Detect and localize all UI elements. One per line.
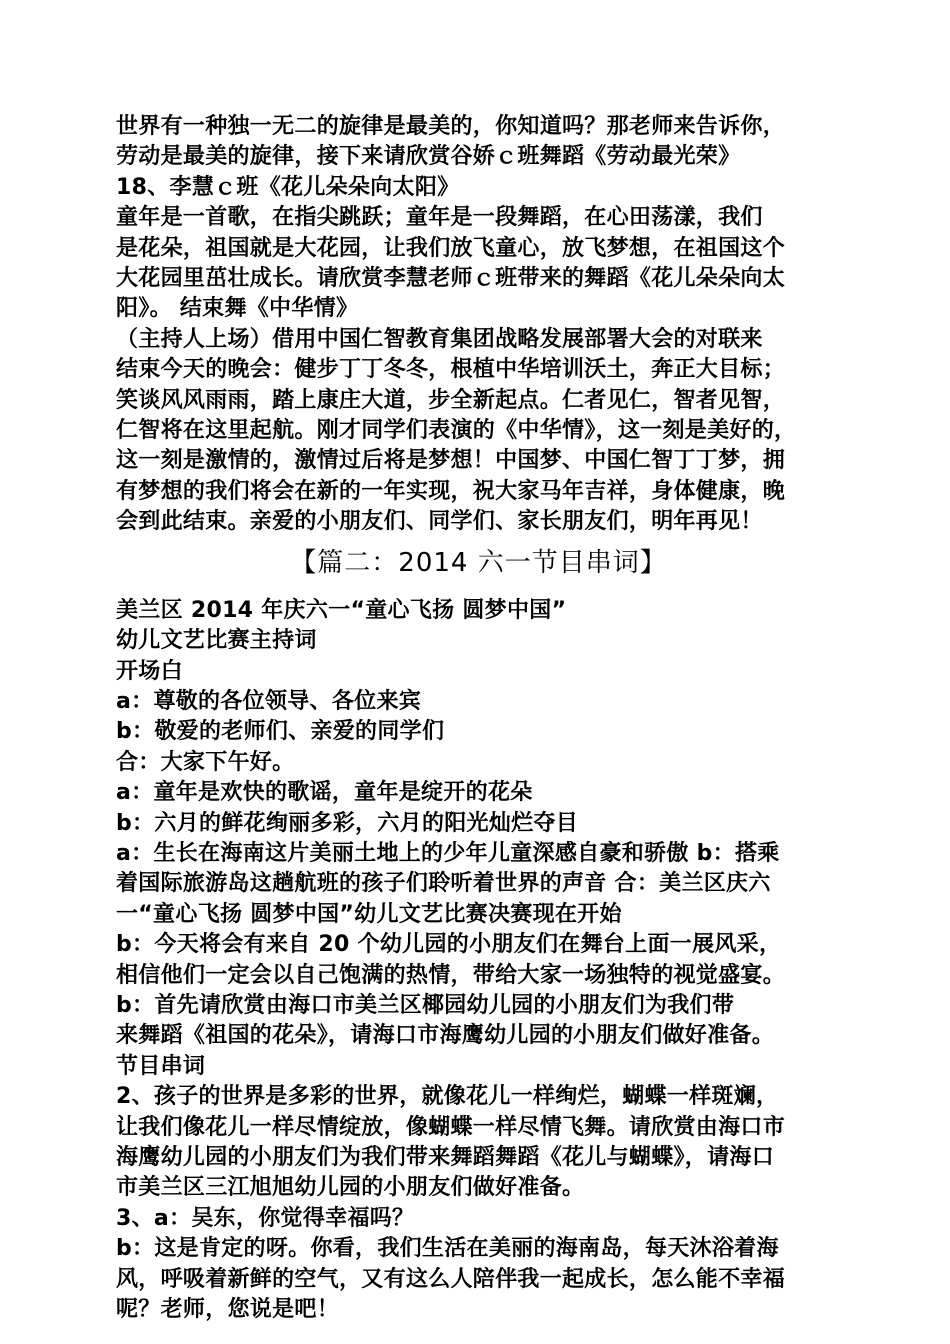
text-line: 世界有一种独一无二的旋律是最美的，你知道吗？那老师来告诉你， bbox=[116, 114, 786, 139]
text-line: 着国际旅游岛这趟航班的孩子们聆听着世界的声音 合：美兰区庆六 bbox=[116, 871, 771, 897]
text-line: 结束今天的晚会：健步丁丁冬冬，根植中华培训沃土，奔正大目标； bbox=[116, 357, 786, 383]
text-line: 2、孩子的世界是多彩的世界，就像花儿一样绚烂，蝴蝶一样斑斓， bbox=[116, 1084, 779, 1110]
text-line: 大花园里茁壮成长。请欣赏李慧老师ｃ班带来的舞蹈《花儿朵朵向太 bbox=[116, 266, 786, 292]
text-line: a：童年是欢快的歌谣，童年是绽开的花朵 bbox=[116, 780, 533, 806]
text-line: 18、李慧ｃ班《花儿朵朵向太阳》 bbox=[116, 174, 460, 200]
text-line: 市美兰区三江旭旭幼儿园的小朋友们做好准备。 bbox=[116, 1175, 585, 1201]
text-line: 这一刻是激情的，激情过后将是梦想！中国梦、中国仁智丁丁梦，拥 bbox=[116, 448, 786, 474]
text-line: 风，呼吸着新鲜的空气，又有这么人陪伴我一起成长，怎么能不幸福 bbox=[116, 1266, 786, 1292]
text-line: 呢？老师，您说是吧！ bbox=[116, 1297, 340, 1323]
text-line: 合：大家下午好。 bbox=[116, 749, 295, 775]
text-line: 3、a：吴东，你觉得幸福吗？ bbox=[116, 1205, 415, 1231]
text-line: b：敬爱的老师们、亲爱的同学们 bbox=[116, 719, 445, 745]
text-line: a：尊敬的各位领导、各位来宾 bbox=[116, 688, 422, 714]
text-line: 美兰区 2014 年庆六一“童心飞扬 圆梦中国” bbox=[116, 597, 567, 623]
text-line: b：今天将会有来自 20 个幼儿园的小朋友们在舞台上面一展风采， bbox=[116, 932, 782, 958]
text-line: 童年是一首歌，在指尖跳跃；童年是一段舞蹈，在心田荡漾，我们 bbox=[116, 205, 763, 231]
text-line: 劳动是最美的旋律，接下来请欣赏谷娇ｃ班舞蹈《劳动最光荣》 bbox=[116, 144, 741, 170]
text-line: 一“童心飞扬 圆梦中国”幼儿文艺比赛决赛现在开始 bbox=[116, 901, 622, 927]
text-line: 让我们像花儿一样尽情绽放，像蝴蝶一样尽情飞舞。请欣赏由海口市 bbox=[116, 1114, 786, 1140]
text-line: b：六月的鲜花绚丽多彩，六月的阳光灿烂夺目 bbox=[116, 810, 579, 836]
section-title: 【篇二：2014 六一节目串词】 bbox=[290, 547, 667, 578]
text-line: 有梦想的我们将会在新的一年实现，祝大家马年吉祥，身体健康，晚 bbox=[116, 478, 786, 504]
text-line: 会到此结束。亲爱的小朋友们、同学们、家长朋友们，明年再见！ bbox=[116, 509, 763, 535]
text-line: （主持人上场）借用中国仁智教育集团战略发展部署大会的对联来 bbox=[116, 326, 763, 352]
text-line: 笑谈风风雨雨，踏上康庄大道，步全新起点。仁者见仁，智者见智， bbox=[116, 387, 786, 413]
text-line: 海鹰幼儿园的小朋友们为我们带来舞蹈舞蹈《花儿与蝴蝶》，请海口 bbox=[116, 1145, 775, 1170]
text-line: 来舞蹈《祖国的花朵》，请海口市海鹰幼儿园的小朋友们做好准备。 bbox=[116, 1023, 775, 1049]
document-body bbox=[116, 112, 841, 1325]
text-line: 仁智将在这里起航。刚才同学们表演的《中华情》，这一刻是美好的， bbox=[116, 418, 797, 444]
text-line: a：生长在海南这片美丽土地上的少年儿童深感自豪和骄傲 b：搭乘 bbox=[116, 840, 780, 866]
text-line: b：首先请欣赏由海口市美兰区椰园幼儿园的小朋友们为我们带 bbox=[116, 992, 735, 1018]
text-line: 节目串词 bbox=[116, 1053, 206, 1079]
text-line: 阳》。 结束舞《中华情》 bbox=[116, 296, 359, 322]
text-line: 幼儿文艺比赛主持词 bbox=[116, 628, 317, 654]
text-line: b：这是肯定的呀。你看，我们生活在美丽的海南岛，每天沐浴着海 bbox=[116, 1236, 779, 1262]
text-line: 开场白 bbox=[116, 658, 183, 684]
text-line: 是花朵，祖国就是大花园，让我们放飞童心，放飞梦想，在祖国这个 bbox=[116, 235, 786, 261]
text-line: 相信他们一定会以自己饱满的热情，带给大家一场独特的视觉盛宴。 bbox=[116, 962, 786, 988]
